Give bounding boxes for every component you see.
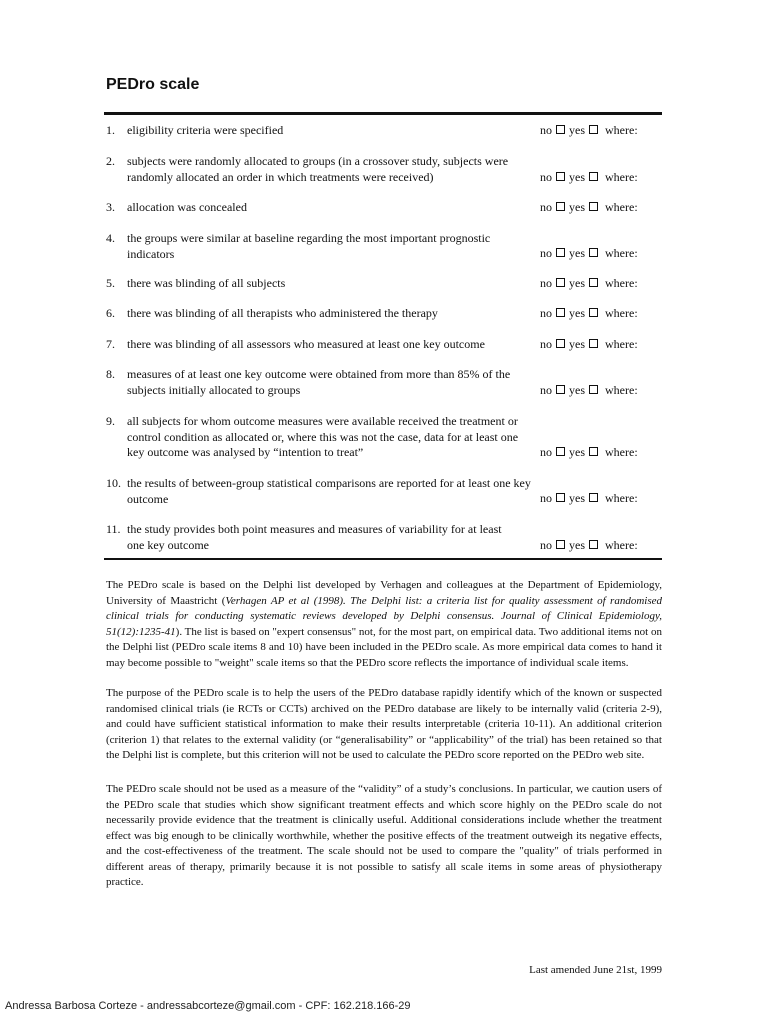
item-number: 10. xyxy=(106,476,121,490)
where-label: where: xyxy=(605,276,638,290)
answer-options xyxy=(540,383,638,398)
no-label: no xyxy=(540,445,552,459)
yes-checkbox[interactable] xyxy=(589,125,598,134)
item-number: 4. xyxy=(106,231,115,245)
criterion-item xyxy=(106,414,536,461)
criterion-item xyxy=(106,367,536,398)
criterion-item xyxy=(106,276,536,292)
criterion-item xyxy=(106,522,521,553)
item-text: all subjects for whom outcome measures were available received the treatment or control condition as allocated or, where this was not the case, data for at least one key outcome was analysed by “intention to treat” xyxy=(127,414,519,459)
no-checkbox[interactable] xyxy=(556,202,565,211)
top-divider xyxy=(104,112,662,115)
where-label: where: xyxy=(605,337,638,351)
criterion-item xyxy=(106,337,536,353)
item-text: eligibility criteria were specified xyxy=(127,123,284,137)
no-label: no xyxy=(540,306,552,320)
answer-options xyxy=(540,123,638,138)
yes-checkbox[interactable] xyxy=(589,248,598,257)
item-text: the results of between-group statistical comparisons are reported for at least one key outcome xyxy=(127,476,531,506)
no-label: no xyxy=(540,276,552,290)
no-label: no xyxy=(540,491,552,505)
where-label: where: xyxy=(605,246,638,260)
where-label: where: xyxy=(605,200,638,214)
no-checkbox[interactable] xyxy=(556,308,565,317)
yes-checkbox[interactable] xyxy=(589,202,598,211)
no-checkbox[interactable] xyxy=(556,447,565,456)
no-label: no xyxy=(540,538,552,552)
answer-options xyxy=(540,445,638,460)
yes-label: yes xyxy=(569,170,585,184)
no-checkbox[interactable] xyxy=(556,493,565,502)
paragraph-text: The PEDro scale is based on the Delphi list developed by Verhagen and colleagues at the Department of Epidemiology, University of Maastricht ( xyxy=(106,579,662,607)
item-text: there was blinding of all subjects xyxy=(127,276,286,290)
paragraph-purpose: The purpose of the PEDro scale is to help the users of the PEDro database rapidly identify which of the known or suspected randomised clinical trials (ie RCTs or CCTs) archived on the PEDro database are likely to be internally valid (criteria 2-9), and could have sufficient statistical information to make their results interpretable (criteria 10-11). An additional criterion (criterion 1) that relates to the external validity (or “generalisability” or “applicability” of the trial) has been retained so that the Delphi list is complete, but this criterion will not be used to calculate the PEDro score reported on the PEDro web site. xyxy=(106,687,662,761)
paragraph-delphi xyxy=(106,578,662,671)
item-number: 11. xyxy=(106,522,121,536)
no-checkbox[interactable] xyxy=(556,385,565,394)
item-text: there was blinding of all therapists who administered the therapy xyxy=(127,306,438,320)
yes-label: yes xyxy=(569,383,585,397)
criterion-item xyxy=(106,306,536,322)
yes-label: yes xyxy=(569,337,585,351)
item-number: 6. xyxy=(106,306,115,320)
yes-checkbox[interactable] xyxy=(589,278,598,287)
where-label: where: xyxy=(605,170,638,184)
yes-label: yes xyxy=(569,306,585,320)
yes-label: yes xyxy=(569,276,585,290)
item-text: subjects were randomly allocated to groups (in a crossover study, subjects were randomly allocated an order in which treatments were received) xyxy=(127,154,509,184)
no-checkbox[interactable] xyxy=(556,339,565,348)
yes-label: yes xyxy=(569,246,585,260)
paragraph-caution: The PEDro scale should not be used as a measure of the “validity” of a study’s conclusions. In particular, we caution users of the PEDro scale that studies which show significant treatment effects and which score highly on the PEDro scale do not necessarily provide evidence that the treatment is clinically useful. Additional considerations include whether the treatment effect was big enough to be clinically worthwhile, whether the positive effects of the treatment outweigh its negative effects, and the cost-effectiveness of the treatment. The scale should not be used to compare the "quality" of trials performed in different areas of therapy, primarily because it is not possible to satisfy all scale items in some areas of physiotherapy practice. xyxy=(106,783,662,888)
answer-options xyxy=(540,306,638,321)
yes-checkbox[interactable] xyxy=(589,385,598,394)
last-amended-date: Last amended June 21st, 1999 xyxy=(529,964,662,976)
no-label: no xyxy=(540,246,552,260)
criterion-item xyxy=(106,476,551,507)
no-label: no xyxy=(540,337,552,351)
criterion-item xyxy=(106,200,536,216)
yes-checkbox[interactable] xyxy=(589,540,598,549)
item-text: there was blinding of all assessors who measured at least one key outcome xyxy=(127,337,485,351)
answer-options xyxy=(540,170,638,185)
item-text: allocation was concealed xyxy=(127,200,247,214)
no-checkbox[interactable] xyxy=(556,248,565,257)
item-number: 7. xyxy=(106,337,115,351)
yes-label: yes xyxy=(569,200,585,214)
item-text: measures of at least one key outcome were obtained from more than 85% of the subjects initially allocated to groups xyxy=(127,367,511,397)
no-checkbox[interactable] xyxy=(556,540,565,549)
no-label: no xyxy=(540,123,552,137)
answer-options xyxy=(540,538,638,553)
footer-watermark: Andressa Barbosa Corteze - andressabcorteze@gmail.com - CPF: 162.218.166-29 xyxy=(5,1000,411,1012)
no-checkbox[interactable] xyxy=(556,172,565,181)
answer-options xyxy=(540,337,638,352)
paragraph-text: ). The list is based on "expert consensus" not, for the most part, on empirical data. Two additional items not on the Delphi list (PEDro scale items 8 and 10) have been included in the PEDro scale. As more empirical data comes to hand it may become possible to "weight" scale items so that the PEDro score reflects the importance of individual scale items. xyxy=(106,625,662,669)
item-number: 3. xyxy=(106,200,115,214)
no-checkbox[interactable] xyxy=(556,278,565,287)
item-number: 2. xyxy=(106,154,115,168)
yes-label: yes xyxy=(569,445,585,459)
yes-checkbox[interactable] xyxy=(589,308,598,317)
answer-options xyxy=(540,491,638,506)
where-label: where: xyxy=(605,383,638,397)
page-title: PEDro scale xyxy=(106,76,200,93)
answer-options xyxy=(540,200,638,215)
no-label: no xyxy=(540,200,552,214)
bottom-divider xyxy=(104,558,662,560)
yes-checkbox[interactable] xyxy=(589,172,598,181)
yes-checkbox[interactable] xyxy=(589,339,598,348)
where-label: where: xyxy=(605,491,638,505)
item-text: the groups were similar at baseline regarding the most important prognostic indicators xyxy=(127,231,491,261)
item-number: 1. xyxy=(106,123,115,137)
criterion-item xyxy=(106,154,536,185)
item-number: 5. xyxy=(106,276,115,290)
no-label: no xyxy=(540,383,552,397)
yes-label: yes xyxy=(569,491,585,505)
where-label: where: xyxy=(605,445,638,459)
yes-checkbox[interactable] xyxy=(589,447,598,456)
citation: Verhagen AP et al (1998). The Delphi list: a criteria list for quality assessment of randomised clinical trials for conducting systematic reviews developed by Delphi consensus. Journal of Clinical Epidemiology, 51(12):1235-41 xyxy=(106,594,662,638)
item-text: the study provides both point measures and measures of variability for at least one key outcome xyxy=(127,522,502,552)
where-label: where: xyxy=(605,306,638,320)
no-label: no xyxy=(540,170,552,184)
item-number: 8. xyxy=(106,367,115,381)
where-label: where: xyxy=(605,123,638,137)
answer-options xyxy=(540,276,638,291)
criterion-item xyxy=(106,231,536,262)
criterion-item xyxy=(106,123,536,139)
where-label: where: xyxy=(605,538,638,552)
no-checkbox[interactable] xyxy=(556,125,565,134)
yes-checkbox[interactable] xyxy=(589,493,598,502)
yes-label: yes xyxy=(569,123,585,137)
item-number: 9. xyxy=(106,414,115,428)
yes-label: yes xyxy=(569,538,585,552)
answer-options xyxy=(540,246,638,261)
